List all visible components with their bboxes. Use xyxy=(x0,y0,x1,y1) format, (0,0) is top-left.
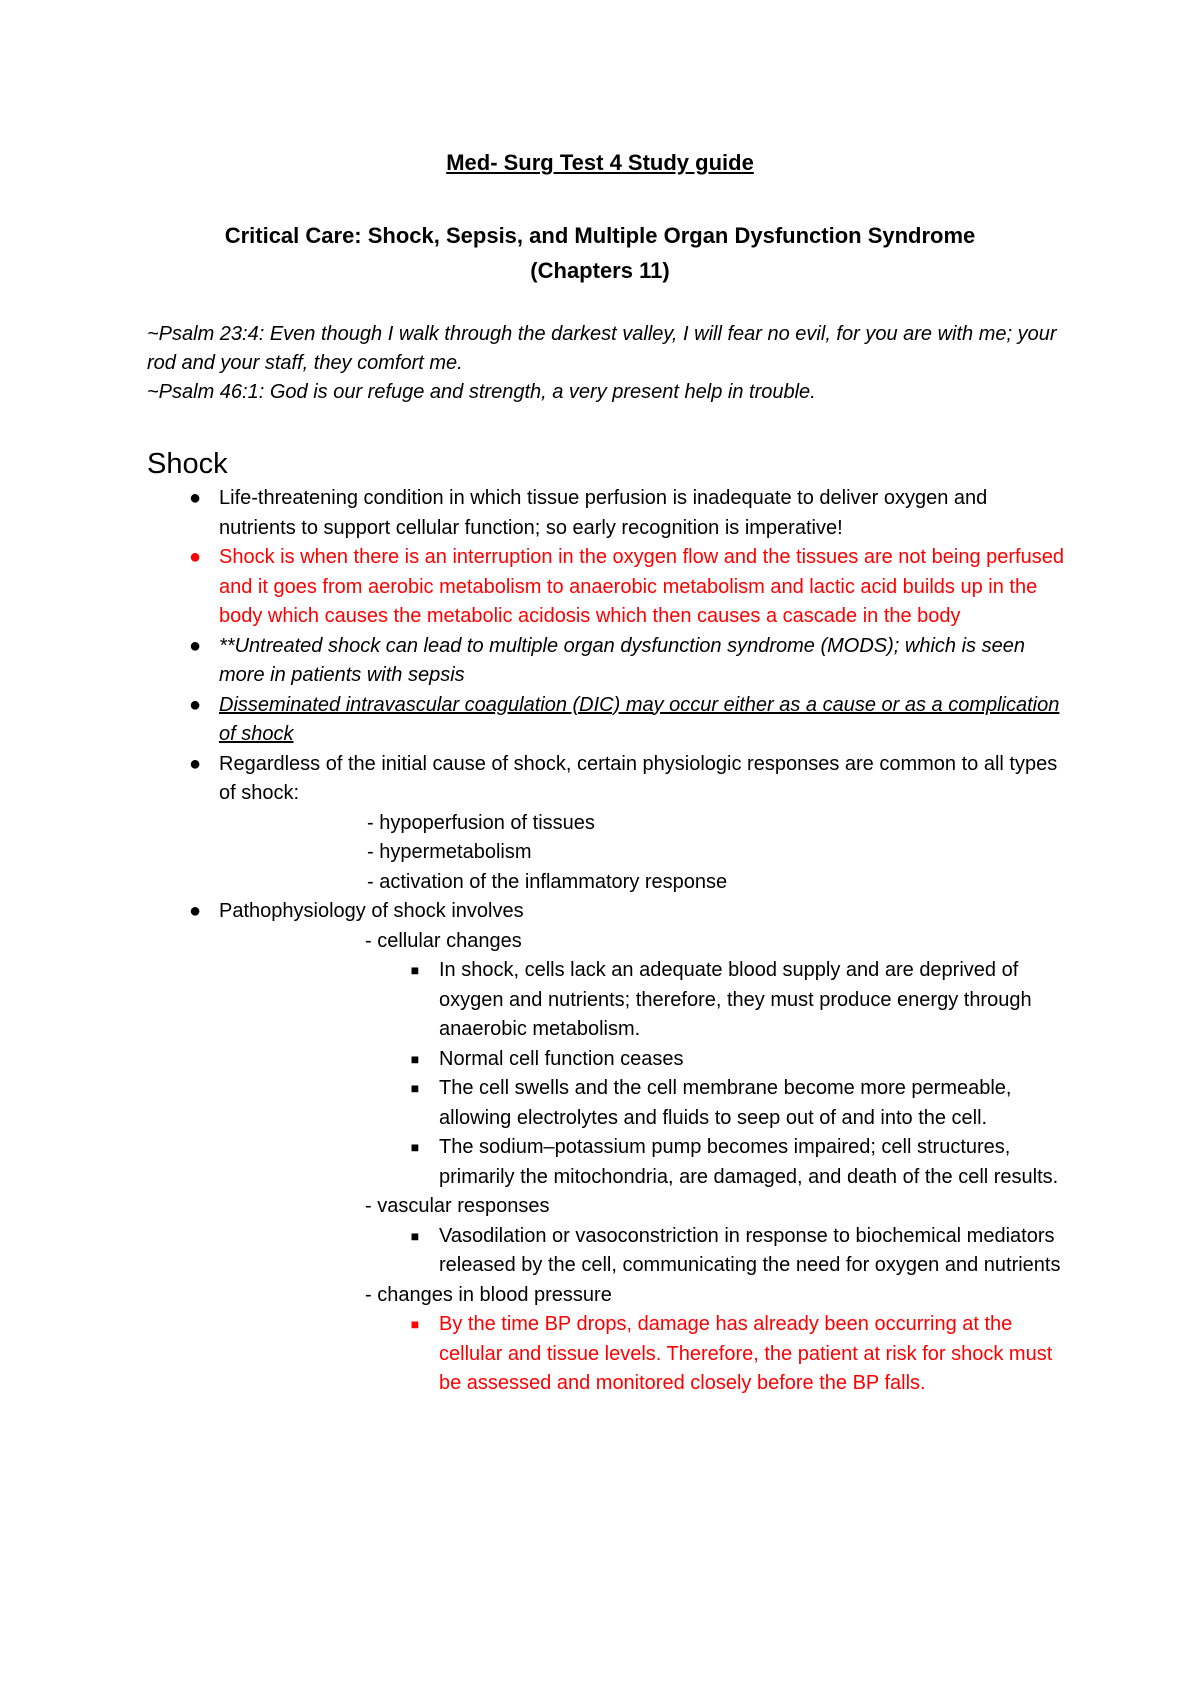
square-bullet-icon: ■ xyxy=(410,1139,420,1155)
psalm-46-quote: ~Psalm 46:1: God is our refuge and strength, a very present help in trouble. xyxy=(147,381,816,403)
document-title: Med- Surg Test 4 Study guide xyxy=(446,150,754,175)
bullet-text: By the time BP drops, damage has already been occurring at the cellular and tissue levels. Therefore, the patient at risk for shock must be assessed and monitored closely before the BP falls. xyxy=(439,1313,1053,1394)
list-item xyxy=(410,1045,1069,1075)
bullet-text: **Untreated shock can lead to multiple organ dysfunction syndrome (MODS); which is seen more in patients with sepsis xyxy=(219,634,1025,686)
subtitle-line-1: Critical Care: Shock, Sepsis, and Multiple Organ Dysfunction Syndrome xyxy=(224,223,976,248)
bullet-icon: ● xyxy=(188,752,202,775)
bullet-text: Life-threatening condition in which tissue perfusion is inadequate to deliver oxygen and nutrients to support cellular function; so early recognition is imperative! xyxy=(219,487,988,539)
list-item xyxy=(188,484,1069,543)
section-heading-shock: Shock xyxy=(147,448,228,480)
list-item xyxy=(410,1222,1069,1281)
bullet-text: Vasodilation or vasoconstriction in response to biochemical mediators released by the cell, communicating the need for oxygen and nutrients xyxy=(439,1224,1061,1276)
list-item xyxy=(410,1074,1069,1133)
bullet-text: Shock is when there is an interruption in the oxygen flow and the tissues are not being perfused and it goes from aerobic metabolism to anaerobic metabolism and lactic acid builds up in the body which causes the metabolic acidosis which then causes a cascade in the body xyxy=(219,546,1064,627)
list-item xyxy=(188,543,1069,632)
bullet-text: Disseminated intravascular coagulation (DIC) may occur either as a cause or as a complication of shock xyxy=(219,693,1060,745)
blood-pressure-heading: - changes in blood pressure xyxy=(365,1283,612,1306)
bullet-icon: ● xyxy=(188,487,202,509)
bullet-text: In shock, cells lack an adequate blood supply and are deprived of oxygen and nutrients; therefore, they must produce energy through anaerobic metabolism. xyxy=(439,959,1032,1040)
list-item xyxy=(410,1310,1069,1399)
response-item: - hypermetabolism xyxy=(367,841,532,863)
list-item xyxy=(188,632,1069,691)
bullet-text: Normal cell function ceases xyxy=(439,1047,684,1070)
bullet-icon: ● xyxy=(188,693,202,716)
bullet-icon: ● xyxy=(188,634,202,657)
response-item: - activation of the inflammatory response xyxy=(367,870,728,893)
square-bullet-icon: ■ xyxy=(410,1316,420,1332)
square-bullet-icon: ■ xyxy=(410,1227,420,1244)
document-subtitle xyxy=(0,218,1200,288)
subtitle-line-2: (Chapters 11) xyxy=(530,258,670,283)
bullet-icon: ● xyxy=(188,546,202,568)
list-item xyxy=(188,897,1069,927)
psalm-quotes xyxy=(147,320,1067,407)
bullet-text: The sodium–potassium pump becomes impaired; cell structures, primarily the mitochondria, are damaged, and death of the cell results. xyxy=(439,1136,1059,1188)
bullet-text: Pathophysiology of shock involves xyxy=(219,900,524,922)
square-bullet-icon: ■ xyxy=(410,1050,420,1067)
cellular-changes-heading: - cellular changes xyxy=(365,929,522,952)
list-item xyxy=(188,691,1069,750)
bullet-text: Regardless of the initial cause of shock, certain physiologic responses are common to all types of shock: xyxy=(219,752,1058,804)
list-item xyxy=(188,750,1069,809)
response-item: - hypoperfusion of tissues xyxy=(367,811,595,834)
square-bullet-icon: ■ xyxy=(410,962,420,978)
square-bullet-icon: ■ xyxy=(410,1080,420,1096)
psalm-23-quote: ~Psalm 23:4: Even though I walk through the darkest valley, I will fear no evil, for you are with me; your rod and your staff, they comfort me. xyxy=(147,323,1057,374)
bullet-text: The cell swells and the cell membrane become more permeable, allowing electrolytes and fluids to seep out of and into the cell. xyxy=(439,1077,1012,1129)
list-item xyxy=(410,1133,1069,1192)
vascular-responses-heading: - vascular responses xyxy=(365,1195,550,1217)
shock-content xyxy=(0,484,1200,1399)
bullet-icon: ● xyxy=(188,900,202,922)
list-item xyxy=(410,956,1069,1045)
